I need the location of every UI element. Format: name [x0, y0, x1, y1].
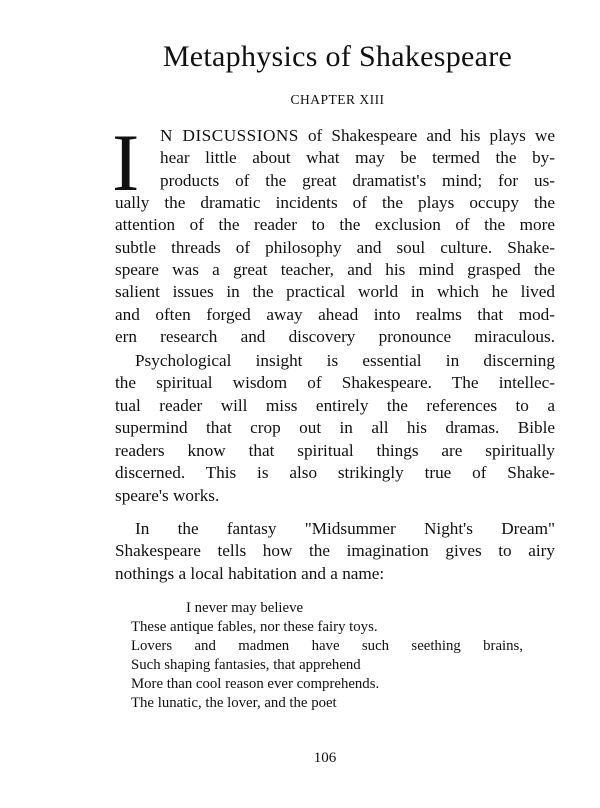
chapter-heading: CHAPTER XIII: [290, 92, 385, 107]
poem-line: More than cool reason ever comprehends.: [131, 676, 380, 692]
lead-in: N DISCUSSIONS: [160, 126, 299, 145]
page-number: 106: [313, 750, 337, 766]
page-title: Metaphysics of Shakespeare: [162, 40, 513, 73]
poem-line: Lovers and madmen have such seething brains,: [131, 638, 523, 654]
body-line: speare was a great teacher, and his mind grasped the: [115, 260, 555, 279]
line-text: of Shakespeare and his plays we: [298, 126, 555, 145]
body-line: hear little about what may be termed the by-: [160, 148, 555, 167]
poem-line: The lunatic, the lover, and the poet: [131, 695, 337, 711]
body-line: subtle threads of philosophy and soul culture. Shake-: [115, 238, 555, 257]
body-line: [160, 126, 555, 146]
drop-cap: I: [112, 117, 140, 208]
body-line: salient issues in the practical world in which he lived: [115, 282, 555, 301]
body-line: ually the dramatic incidents of the plays occupy the: [115, 193, 555, 212]
body-line: the spiritual wisdom of Shakespeare. The intellec-: [115, 373, 555, 392]
body-line: In the fantasy "Midsummer Night's Dream": [135, 519, 555, 538]
body-line: discerned. This is also strikingly true of Shake-: [115, 463, 555, 482]
poem-line: These antique fables, nor these fairy toys.: [131, 619, 378, 635]
body-line: speare's works.: [115, 486, 220, 505]
body-line: attention of the reader to the exclusion of the more: [115, 215, 555, 234]
poem-line: I never may believe: [186, 600, 304, 616]
body-line: products of the great dramatist's mind; for us-: [160, 171, 555, 190]
body-line: nothings a local habitation and a name:: [115, 564, 385, 583]
body-line: supermind that crop out in all his dramas. Bible: [115, 418, 555, 437]
body-line: readers know that spiritual things are spiritually: [115, 441, 555, 460]
poem-line: Such shaping fantasies, that apprehend: [131, 657, 361, 673]
body-line: tual reader will miss entirely the references to a: [115, 396, 555, 415]
body-line: Shakespeare tells how the imagination gives to airy: [115, 541, 555, 560]
body-line: and often forged away ahead into realms that mod-: [115, 305, 555, 324]
body-line: Psychological insight is essential in discerning: [135, 351, 555, 370]
body-line: ern research and discovery pronounce miraculous.: [115, 327, 555, 346]
